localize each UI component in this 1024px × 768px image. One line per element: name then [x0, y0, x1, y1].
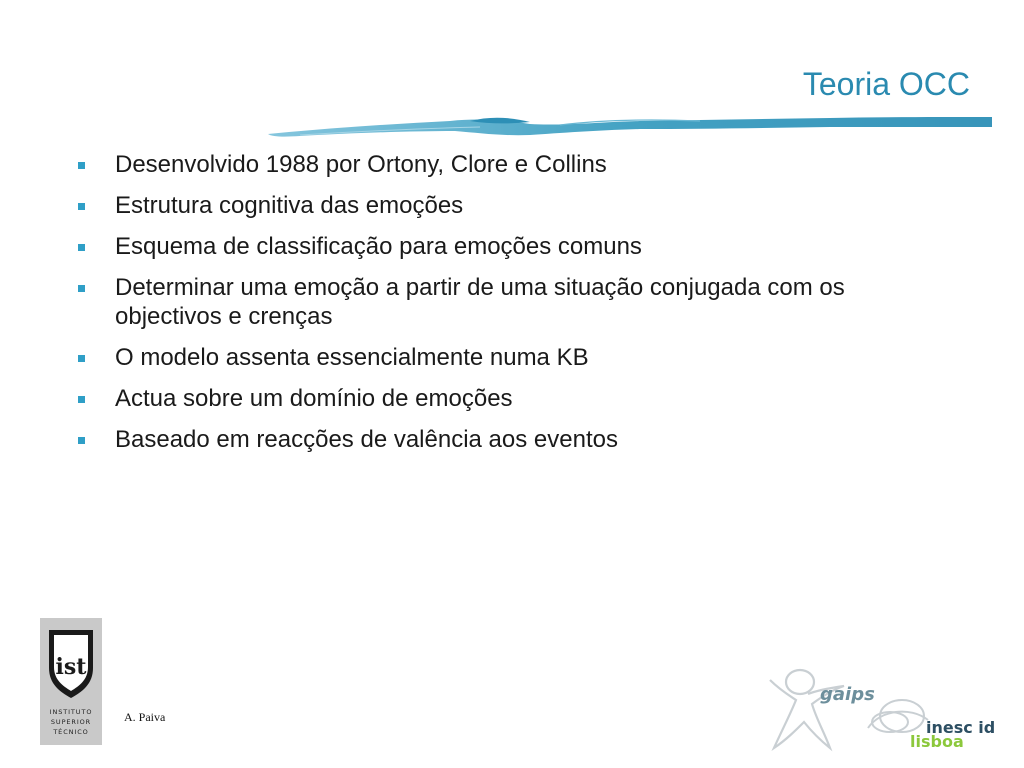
gaips-logo-text: gaips [820, 684, 875, 705]
inesc-id-logo-text: inesc id [926, 718, 996, 737]
bullet-item [78, 150, 918, 179]
gaips-figure-icon [760, 660, 1000, 760]
author-label: A. Paiva [124, 710, 166, 724]
ist-text-line: INSTITUTO [49, 708, 93, 716]
bullet-text: O modelo assenta essencialmente numa KB [115, 344, 589, 371]
bullet-item [78, 343, 918, 372]
square-bullet-icon [78, 437, 85, 444]
square-bullet-icon [78, 355, 85, 362]
partner-logos [760, 660, 1000, 765]
square-bullet-icon [78, 162, 85, 169]
square-bullet-icon [78, 396, 85, 403]
square-bullet-icon [78, 203, 85, 210]
ist-text-line: SUPERIOR [50, 718, 92, 726]
brush-stroke-divider [0, 0, 1024, 150]
ist-text-line: TÉCNICO [53, 728, 89, 736]
bullet-text: Estrutura cognitiva das emoções [115, 192, 464, 219]
bullet-item [78, 273, 918, 331]
bullet-text: Baseado em reacções de valência aos eventos [115, 426, 618, 453]
bullet-text: Actua sobre um domínio de emoções [115, 385, 513, 412]
bullet-item [78, 191, 918, 220]
bullet-text: Determinar uma emoção a partir de uma situação conjugada com os objectivos e crenças [115, 274, 845, 330]
bullet-list [78, 150, 918, 466]
bullet-text: Desenvolvido 1988 por Ortony, Clore e Collins [115, 151, 607, 178]
bullet-item [78, 425, 918, 454]
square-bullet-icon [78, 244, 85, 251]
square-bullet-icon [78, 285, 85, 292]
bullet-text: Esquema de classificação para emoções comuns [115, 233, 642, 260]
bullet-item [78, 232, 918, 261]
ist-logo [40, 618, 102, 745]
bullet-item [78, 384, 918, 413]
lisboa-logo-text: lisboa [910, 732, 964, 751]
slide-title: Teoria OCC [802, 66, 970, 102]
ist-mark-text: ist [55, 654, 87, 680]
ist-shield-icon [40, 618, 102, 703]
